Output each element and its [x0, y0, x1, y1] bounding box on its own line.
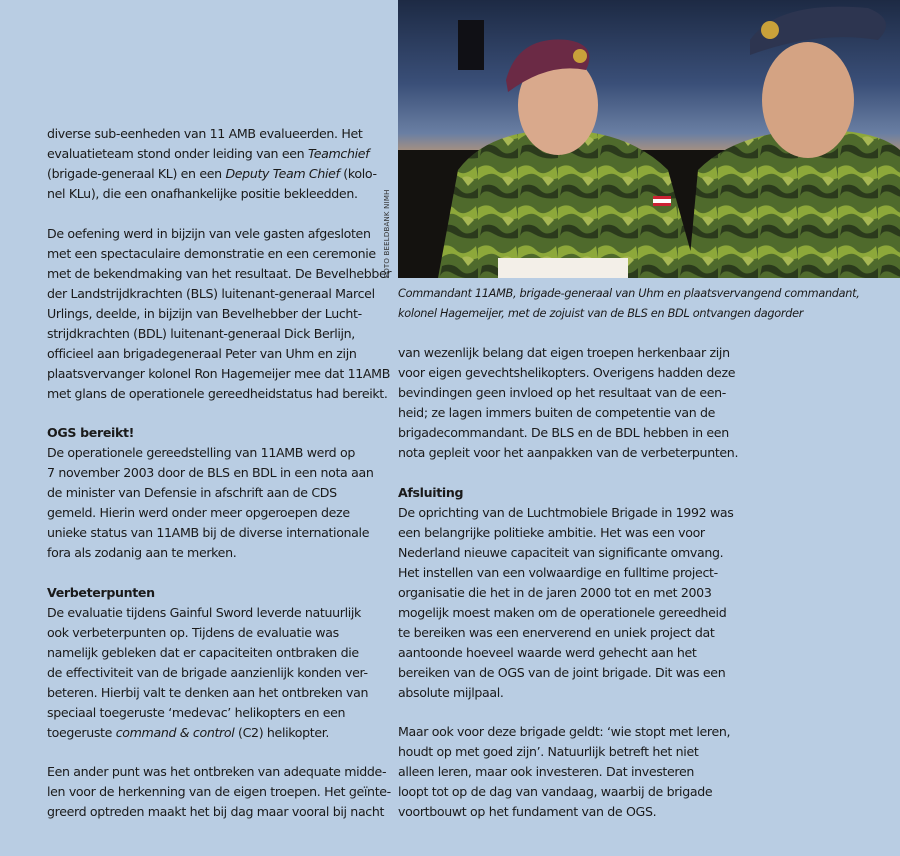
paragraph-gap: [398, 703, 738, 723]
text-line: bevindingen geen invloed op het resultaat van de een-: [398, 385, 726, 400]
text-segment: (brigade-generaal KL) en een: [47, 166, 226, 181]
paragraph-gap: [47, 404, 391, 424]
text-line: Urlings, deelde, in bijzijn van Bevelhebber der Lucht-: [47, 305, 362, 321]
italic-term: Teamchief: [307, 146, 370, 161]
text-line: officieel aan brigadegeneraal Peter van Uhm en zijn: [47, 345, 357, 361]
text-line: loopt tot op de dag van vandaag, waarbij de brigade: [398, 784, 713, 799]
paragraph-gap: [398, 463, 738, 483]
text-line: De oprichting van de Luchtmobiele Brigade in 1992 was: [398, 504, 734, 520]
text-line: Het instellen van een volwaardige en fulltime project-: [398, 564, 718, 580]
text-line: bereiken van de OGS van de joint brigade. Dit was een: [398, 664, 726, 680]
text-line: [47, 144, 391, 164]
text-line: voortbouwt op het fundament van de OGS.: [398, 804, 657, 819]
paragraph-gap: [47, 563, 391, 583]
text-line: De evaluatie tijdens Gainful Sword leverde natuurlijk: [47, 604, 361, 620]
text-line: met de bekendmaking van het resultaat. De Bevelhebber: [47, 265, 392, 281]
text-segment: (C2) helikopter.: [234, 724, 330, 740]
text-line: met glans de operationele gereedheidstatus had bereikt.: [47, 385, 388, 401]
text-line: alleen leren, maar ook investeren. Dat investeren: [398, 764, 695, 779]
text-line: de effectiviteit van de brigade aanzienlijk konden ver-: [47, 664, 368, 680]
text-line: de minister van Defensie in afschrift aan de CDS: [47, 485, 337, 500]
text-line: strijdkrachten (BDL) luitenant-generaal Dick Berlijn,: [47, 325, 355, 341]
text-line: gemeld. Hierin werd onder meer opgeroepen deze: [47, 505, 350, 520]
caption-line: kolonel Hagemeijer, met de zojuist van de BLS en BDL ontvangen dagorder: [398, 307, 804, 320]
left-column: [47, 124, 391, 822]
text-line: [47, 164, 391, 184]
text-line: 7 november 2003 door de BLS en BDL in een nota aan: [47, 465, 374, 480]
photo-credit: FOTO BEELDBANK NIMH: [383, 189, 391, 278]
text-line: ook verbeterpunten op. Tijdens de evaluatie was: [47, 624, 339, 640]
text-line: voor eigen gevechtshelikopters. Overigens hadden deze: [398, 365, 736, 380]
text-line: unieke status van 11AMB bij de diverse internationale: [47, 525, 370, 540]
text-line: houdt op met goed zijn’. Natuurlijk betreft het niet: [398, 744, 699, 759]
text-line: organisatie die het in de jaren 2000 tot en met 2003: [398, 584, 712, 600]
text-segment: toegeruste: [47, 724, 116, 740]
text-segment: (kolo-: [339, 166, 377, 181]
text-line: mogelijk moest maken om de operationele gereedheid: [398, 604, 727, 620]
text-line: der Landstrijdkrachten (BLS) luitenant-generaal Marcel: [47, 285, 375, 301]
text-line: aantoonde hoeveel waarde werd gehecht aan het: [398, 644, 697, 660]
text-line: [47, 723, 391, 743]
text-line: De oefening werd in bijzijn van vele gasten afgesloten: [47, 225, 371, 241]
right-column: [398, 343, 738, 822]
text-line: speciaal toegeruste ‘medevac’ helikopters en een: [47, 704, 346, 720]
text-line: De operationele gereedstelling van 11AMB werd op: [47, 445, 355, 460]
italic-term: command & control: [115, 724, 235, 740]
text-segment: evaluatieteam stond onder leiding van een: [47, 146, 308, 161]
text-line: namelijk gebleken dat er capaciteiten ontbraken die: [47, 644, 359, 660]
caption-line: Commandant 11AMB, brigade-generaal van Uhm en plaatsvervangend commandant,: [398, 287, 860, 300]
text-line: nel KLu), die een onafhankelijke positie bekleedden.: [47, 186, 358, 201]
section-heading: Verbeterpunten: [47, 584, 155, 600]
text-line: heid; ze lagen immers buiten de competentie van de: [398, 405, 716, 420]
text-line: greerd optreden maakt het bij dag maar vooral bij nacht: [47, 804, 385, 819]
text-line: Nederland nieuwe capaciteit van significante omvang.: [398, 544, 724, 560]
photo-caption: [398, 284, 860, 324]
section-heading: Afsluiting: [398, 484, 464, 500]
text-line: len voor de herkenning van de eigen troepen. Het geïnte-: [47, 784, 391, 799]
text-line: absolute mijlpaal.: [398, 684, 504, 700]
text-line: beteren. Hierbij valt te denken aan het ontbreken van: [47, 684, 369, 700]
text-line: van wezenlijk belang dat eigen troepen herkenbaar zijn: [398, 345, 730, 360]
text-line: nota gepleit voor het aanpakken van de verbeterpunten.: [398, 445, 739, 460]
text-line: met een spectaculaire demonstratie en een ceremonie: [47, 245, 376, 261]
text-line: plaatsvervanger kolonel Ron Hagemeijer mee dat 11AMB: [47, 365, 390, 381]
paragraph-gap: [47, 743, 391, 763]
text-line: diverse sub-eenheden van 11 AMB evalueerden. Het: [47, 126, 363, 141]
text-line: een belangrijke politieke ambitie. Het was een voor: [398, 524, 705, 540]
text-line: fora als zodanig aan te merken.: [47, 545, 237, 560]
text-line: Maar ook voor deze brigade geldt: ‘wie stopt met leren,: [398, 724, 731, 739]
paragraph-gap: [47, 204, 391, 224]
text-line: te bereiken was een enerverend en uniek project dat: [398, 624, 715, 640]
text-line: brigadecommandant. De BLS en de BDL hebben in een: [398, 425, 729, 440]
italic-term: Deputy Team Chief: [225, 166, 340, 181]
text-line: Een ander punt was het ontbreken van adequate midde-: [47, 764, 387, 779]
section-heading: OGS bereikt!: [47, 425, 135, 440]
photo-two-officers: [398, 0, 900, 278]
